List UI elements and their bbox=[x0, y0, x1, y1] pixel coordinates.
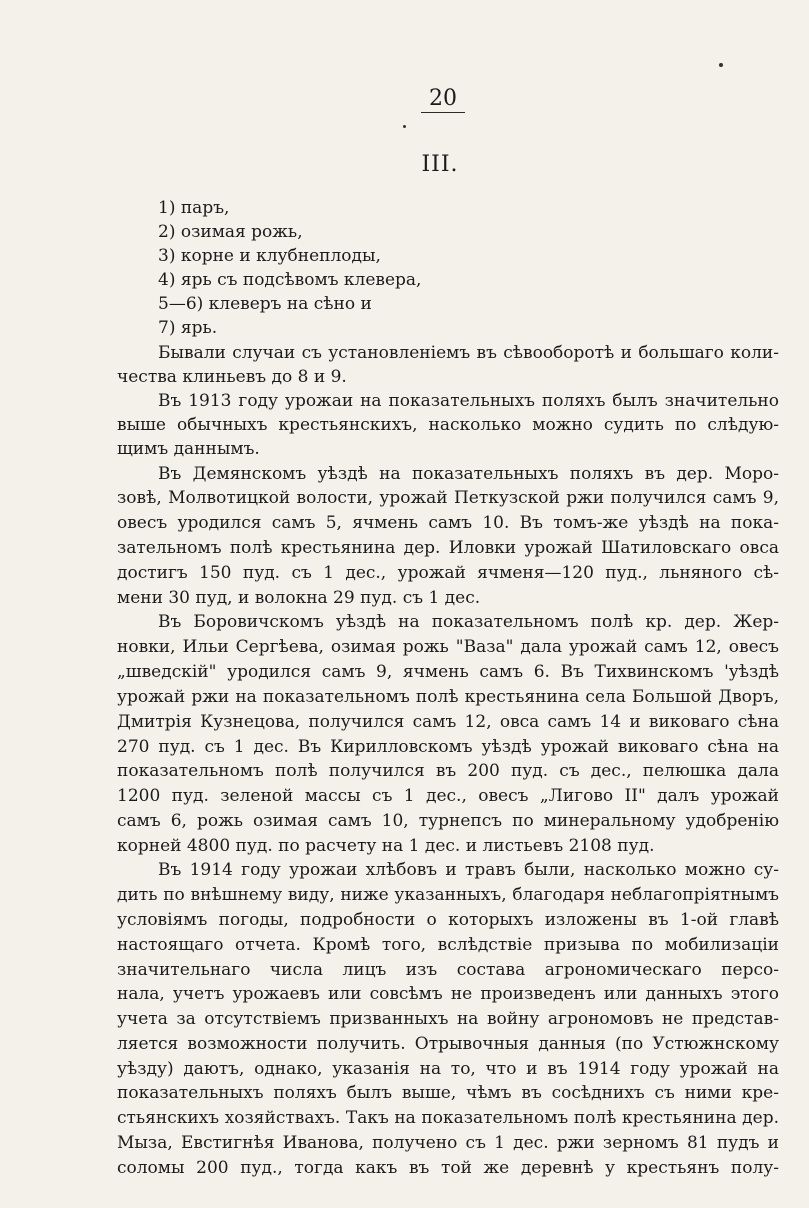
text-line: дить по внѣшнему виду, ниже указанныхъ, благодаря неблагопріятнымъ bbox=[117, 885, 779, 905]
text-line: „шведскій" уродился самъ 9, ячмень самъ 6. Въ Тихвинскомъ 'уѣздѣ bbox=[117, 662, 779, 682]
text-line: значительнаго числа лицъ изъ состава агрономическаго персо- bbox=[117, 960, 779, 980]
scan-speck bbox=[403, 125, 406, 128]
text-line: 1200 пуд. зеленой массы съ 1 дес., овесъ „Лигово II" далъ урожай bbox=[117, 786, 779, 806]
text-line: нала, учетъ урожаевъ или совсѣмъ не произведенъ или данныхъ этого bbox=[117, 984, 779, 1004]
list-item: 1) паръ, bbox=[158, 198, 230, 218]
text-line: ляется возможности получить. Отрывочныя данныя (по Устюжнскому bbox=[117, 1034, 779, 1054]
text-line: стьянскихъ хозяйствахъ. Такъ на показательномъ полѣ крестьянина дер. bbox=[117, 1108, 779, 1128]
text-line: овесъ уродился самъ 5, ячмень самъ 10. Въ томъ-же уѣздѣ на пока- bbox=[117, 513, 779, 533]
text-line: показательныхъ поляхъ былъ выше, чѣмъ въ сосѣднихъ съ ними кре- bbox=[117, 1083, 779, 1103]
crop-rotation-list bbox=[158, 196, 421, 340]
text-line: Мыза, Евстигнѣя Иванова, получено съ 1 дес. ржи зерномъ 81 пудъ и bbox=[117, 1133, 779, 1153]
list-item: 4) ярь съ подсѣвомъ клевера, bbox=[158, 270, 422, 290]
text-line: Въ 1913 году урожаи на показательныхъ поляхъ былъ значительно bbox=[158, 391, 779, 411]
text-line: соломы 200 пуд., тогда какъ въ той же деревнѣ у крестьянъ полу- bbox=[117, 1158, 779, 1178]
text-line: Въ Демянскомъ уѣздѣ на показательныхъ поляхъ въ дер. Моро- bbox=[158, 464, 779, 484]
list-item: 2) озимая рожь, bbox=[158, 222, 303, 242]
text-line: зательномъ полѣ крестьянина дер. Иловки урожай Шатиловскаго овса bbox=[117, 538, 779, 558]
text-line: выше обычныхъ крестьянскихъ, насколько можно судить по слѣдую- bbox=[117, 415, 779, 435]
scan-speck bbox=[719, 63, 723, 67]
text-line: настоящаго отчета. Кромѣ того, вслѣдствіе призыва по мобилизаціи bbox=[117, 935, 779, 955]
text-line: достигъ 150 пуд. съ 1 дес., урожай ячменя—120 пуд., льняного сѣ- bbox=[117, 563, 779, 583]
page-number-underline bbox=[421, 112, 465, 113]
text-line: новки, Ильи Сергѣева, озимая рожь "Ваза" дала урожай самъ 12, овесъ bbox=[117, 637, 779, 657]
text-line: Дмитрія Кузнецова, получился самъ 12, овса самъ 14 и виковаго сѣна bbox=[117, 712, 779, 732]
text-line: мени 30 пуд, и волокна 29 пуд. съ 1 дес. bbox=[117, 588, 481, 608]
text-line: корней 4800 пуд. по расчету на 1 дес. и листьевъ 2108 пуд. bbox=[117, 836, 655, 856]
text-line: показательномъ полѣ получился въ 200 пуд. съ дес., пелюшка дала bbox=[117, 761, 779, 781]
text-line: щимъ даннымъ. bbox=[117, 439, 260, 459]
text-line: урожай ржи на показательномъ полѣ крестьянина села Большой Дворъ, bbox=[117, 687, 779, 707]
text-line: Въ Боровичскомъ уѣздѣ на показательномъ полѣ кр. дер. Жер- bbox=[158, 612, 779, 632]
list-item: 5—6) клеверъ на сѣно и bbox=[158, 294, 372, 314]
text-line: зовѣ, Молвотицкой волости, урожай Петкузской ржи получился самъ 9, bbox=[117, 488, 779, 508]
text-line: Въ 1914 году урожаи хлѣбовъ и травъ были, насколько можно су- bbox=[158, 860, 779, 880]
section-heading: III. bbox=[421, 152, 459, 177]
text-line: Бывали случаи съ установленіемъ въ сѣвооборотѣ и большаго коли- bbox=[158, 343, 779, 363]
list-item: 3) корне и клубнеплоды, bbox=[158, 246, 381, 266]
list-item: 7) ярь. bbox=[158, 318, 218, 338]
text-line: уѣзду) даютъ, однако, указанія на то, что и въ 1914 году урожай на bbox=[117, 1059, 779, 1079]
page-number: 20 bbox=[429, 86, 457, 111]
text-line: учета за отсутствіемъ призванныхъ на войну агрономовъ не представ- bbox=[117, 1009, 779, 1029]
text-line: условіямъ погоды, подробности о которыхъ изложены въ 1-ой главѣ bbox=[117, 910, 779, 930]
text-line: самъ 6, рожь озимая самъ 10, турнепсъ по минеральному удобренію bbox=[117, 811, 779, 831]
text-line: 270 пуд. съ 1 дес. Въ Кирилловскомъ уѣздѣ урожай виковаго сѣна на bbox=[117, 737, 779, 757]
text-line: чества клиньевъ до 8 и 9. bbox=[117, 367, 347, 387]
